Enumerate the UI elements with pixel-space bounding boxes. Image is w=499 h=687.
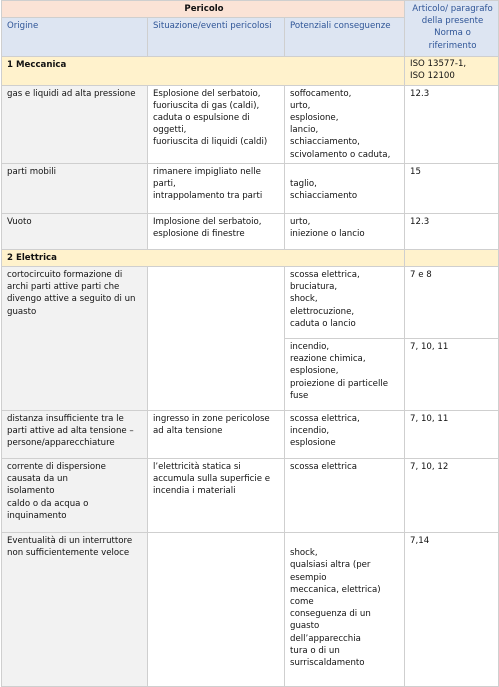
reference-cell: 7 e 8: [405, 267, 499, 339]
reference-cell: 7, 10, 12: [405, 459, 499, 533]
situation-cell: ingresso in zone pericolose ad alta tensione: [148, 411, 285, 459]
consequences-cell: shock, qualsiasi altra (per esempio meccanica, elettrica) come conseguenza di un guasto dell’apparecchia tura o di un surriscaldamento: [285, 533, 405, 687]
table-row: [2, 85, 499, 163]
section-row-meccanica: [2, 57, 499, 85]
situation-cell: [148, 533, 285, 687]
situation-column-header: Situazione/eventi pericolosi: [148, 18, 285, 57]
origin-cell: Vuoto: [2, 213, 148, 249]
reference-header: Articolo/ paragrafo della presente Norma o riferimento: [405, 1, 499, 57]
consequences-column-header: Potenziali conseguenze: [285, 18, 405, 57]
table-header-row: [2, 1, 499, 18]
section-reference: ISO 13577-1, ISO 12100: [405, 57, 499, 85]
reference-cell: 15: [405, 163, 499, 213]
situation-cell: Implosione del serbatoio, esplosione di finestre: [148, 213, 285, 249]
origin-cell: corrente di dispersione causata da un isolamento caldo o da acqua o inquinamento: [2, 459, 148, 533]
consequences-cell: scossa elettrica, incendio, esplosione: [285, 411, 405, 459]
table-row: [2, 411, 499, 459]
consequences-cell: scossa elettrica, bruciatura, shock, elettrocuzione, caduta o lancio: [285, 267, 405, 339]
section-title: 2 Elettrica: [2, 249, 405, 266]
reference-cell: 7,14: [405, 533, 499, 687]
origin-cell: parti mobili: [2, 163, 148, 213]
reference-cell: 12.3: [405, 85, 499, 163]
situation-cell: rimanere impigliato nelle parti, intrappolamento tra parti: [148, 163, 285, 213]
reference-cell: 12.3: [405, 213, 499, 249]
consequences-cell: incendio, reazione chimica, esplosione, proiezione di particelle fuse: [285, 339, 405, 411]
consequences-cell: taglio, schiacciamento: [285, 163, 405, 213]
origin-cell: cortocircuito formazione di archi parti attive parti che divengo attive a seguito di un guasto: [2, 267, 148, 411]
table-row: [2, 163, 499, 213]
origin-column-header: Origine: [2, 18, 148, 57]
hazard-table: [1, 0, 499, 687]
situation-cell: Esplosione del serbatoio, fuoriuscita di gas (caldi), caduta o espulsione di oggetti, fuoriuscita di liquidi (caldi): [148, 85, 285, 163]
origin-cell: gas e liquidi ad alta pressione: [2, 85, 148, 163]
section-reference: [405, 249, 499, 266]
situation-cell: [148, 267, 285, 411]
origin-cell: distanza insufficiente tra le parti attive ad alta tensione – persone/apparecchiature: [2, 411, 148, 459]
section-title: 1 Meccanica: [2, 57, 405, 85]
table-row: [2, 213, 499, 249]
situation-cell: l’elettricità statica si accumula sulla superficie e incendia i materiali: [148, 459, 285, 533]
consequences-cell: soffocamento, urto, esplosione, lancio, schiacciamento, scivolamento o caduta,: [285, 85, 405, 163]
section-row-elettrica: [2, 249, 499, 266]
table-row: [2, 459, 499, 533]
consequences-cell: scossa elettrica: [285, 459, 405, 533]
reference-cell: 7, 10, 11: [405, 411, 499, 459]
table-row: [2, 267, 499, 339]
origin-cell: Eventualità di un interruttore non sufficientemente veloce: [2, 533, 148, 687]
consequences-cell: urto, iniezione o lancio: [285, 213, 405, 249]
pericolo-header: Pericolo: [2, 1, 405, 18]
table-row: [2, 533, 499, 687]
reference-cell: 7, 10, 11: [405, 339, 499, 411]
